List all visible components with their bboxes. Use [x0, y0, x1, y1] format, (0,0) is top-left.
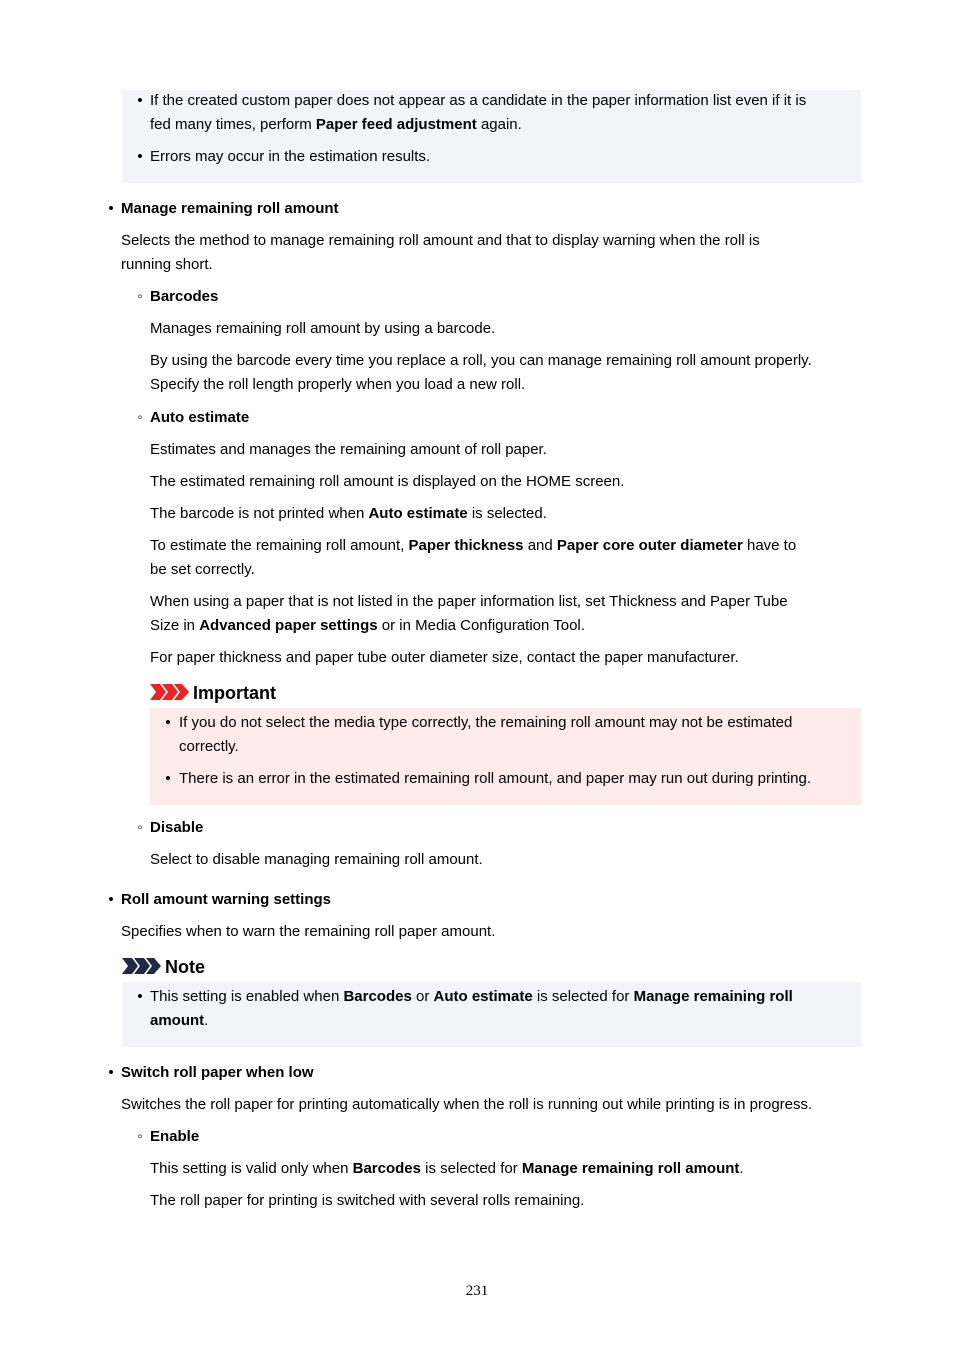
manage-description: Selects the method to manage remaining roll amount and that to display warning when the roll is running short. — [121, 232, 760, 273]
sub-bullet: ◦ — [137, 819, 143, 836]
bullet: • — [165, 770, 171, 787]
barcodes-p1: Manages remaining roll amount by using a barcode. — [150, 320, 496, 337]
top-note-item-2: Errors may occur in the estimation results. — [150, 148, 431, 165]
auto-p6: For paper thickness and paper tube outer diameter size, contact the paper manufacturer. — [150, 649, 739, 666]
important-heading: Important — [193, 683, 276, 703]
bullet: • — [137, 92, 143, 109]
barcodes-title: Barcodes — [150, 288, 219, 305]
bullet: • — [108, 1064, 114, 1081]
sub-bullet: ◦ — [137, 1128, 143, 1145]
note-icon — [122, 958, 162, 974]
disable-title: Disable — [150, 819, 204, 836]
enable-p2: The roll paper for printing is switched with several rolls remaining. — [150, 1192, 585, 1209]
important-item-1: If you do not select the media type correctly, the remaining roll amount may not be estimated correctly. — [179, 714, 793, 755]
bullet: • — [137, 988, 143, 1005]
enable-p1: This setting is valid only when Barcodes is selected for Manage remaining roll amount. — [150, 1160, 744, 1177]
note-heading: Note — [165, 957, 205, 977]
bullet: • — [108, 891, 114, 908]
enable-title: Enable — [150, 1128, 200, 1145]
switch-description: Switches the roll paper for printing automatically when the roll is running out while printing is in progress. — [121, 1096, 813, 1113]
important-icon — [150, 684, 190, 700]
sub-bullet: ◦ — [137, 288, 143, 305]
auto-p5: When using a paper that is not listed in the paper information list, set Thickness and Paper Tube Size in Advanced paper settings or in Media Configuration Tool. — [150, 593, 788, 634]
page-number: 231 — [465, 1283, 489, 1299]
bullet: • — [137, 148, 143, 165]
auto-p3: The barcode is not printed when Auto estimate is selected. — [150, 505, 547, 522]
barcodes-p2: By using the barcode every time you replace a roll, you can manage remaining roll amount properly. Specify the roll length properly when you load a new roll. — [150, 352, 812, 393]
auto-estimate-title: Auto estimate — [150, 409, 250, 426]
manage-heading: Manage remaining roll amount — [121, 200, 339, 217]
switch-heading: Switch roll paper when low — [121, 1064, 314, 1081]
bullet: • — [108, 200, 114, 217]
disable-p1: Select to disable managing remaining roll amount. — [150, 851, 483, 868]
note-item-1: This setting is enabled when Barcodes or Auto estimate is selected for Manage remaining roll amount. — [150, 988, 793, 1029]
sub-bullet: ◦ — [137, 409, 143, 426]
top-note-item-1: If the created custom paper does not appear as a candidate in the paper information list even if it is fed many times, perform Paper feed adjustment again. — [150, 92, 807, 133]
auto-p2: The estimated remaining roll amount is displayed on the HOME screen. — [150, 473, 625, 490]
warning-heading: Roll amount warning settings — [121, 891, 332, 908]
auto-p1: Estimates and manages the remaining amount of roll paper. — [150, 441, 547, 458]
important-item-2: There is an error in the estimated remaining roll amount, and paper may run out during printing. — [179, 770, 811, 787]
auto-p4: To estimate the remaining roll amount, Paper thickness and Paper core outer diameter have to be set correctly. — [150, 537, 797, 578]
warning-description: Specifies when to warn the remaining roll paper amount. — [121, 923, 496, 940]
bullet: • — [165, 714, 171, 731]
